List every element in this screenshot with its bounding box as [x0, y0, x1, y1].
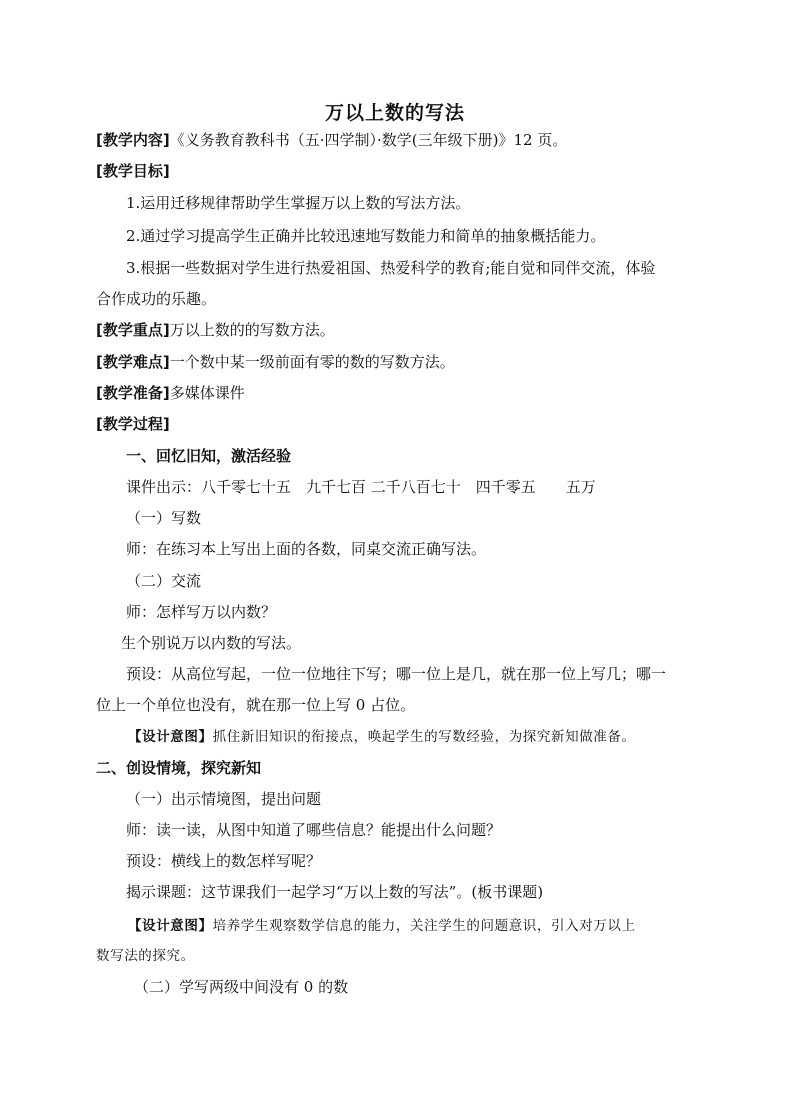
section1-sub1: （一）写数	[126, 509, 202, 527]
section1-teacher2: 师：怎样写万以内数？	[126, 603, 277, 621]
section1-students: 生个别说万以内数的写法。	[121, 634, 302, 652]
section1-teacher1: 师：在练习本上写出上面的各数，同桌交流正确写法。	[126, 540, 487, 558]
goal-item-3: 3.根据一些数据对学生进行热爱祖国、热爱科学的教育;能自觉和同伴交流，体验	[126, 259, 656, 277]
key-point-label: [教学重点]	[96, 321, 170, 339]
section2-heading: 二、创设情境，探究新知	[96, 759, 262, 777]
preparation-line	[96, 383, 706, 403]
key-point-line	[96, 320, 706, 340]
design-intent-text: 培养学生观察数学信息的能力，关注学生的问题意识，引入对万以上	[212, 918, 636, 934]
section1-sub2: （二）交流	[126, 572, 202, 590]
difficulty-line	[96, 352, 706, 372]
design-intent-tag: 【设计意图】	[128, 918, 213, 934]
section2-preset: 预设：横线上的数怎样写呢？	[126, 852, 322, 870]
teaching-goals-label: [教学目标]	[96, 162, 170, 180]
section1-preset-line1: 预设：从高位写起，一位一位地往下写；哪一位上是几，就在那一位上写几；哪一	[126, 665, 667, 683]
difficulty-text: 一个数中某一级前面有零的数的写数方法。	[169, 353, 455, 371]
section1-design-intent	[128, 727, 738, 747]
goal-item-2: 2.通过学习提高学生正确并比较迅速地写数能力和简单的抽象概括能力。	[126, 227, 606, 245]
design-intent-tag: 【设计意图】	[128, 729, 213, 745]
key-point-text: 万以上数的的写数方法。	[169, 321, 335, 339]
preparation-text: 多媒体课件	[169, 384, 245, 402]
courseware-display: 课件出示：八千零七十五 九千七百 二千八百七十 四千零五 五万	[126, 478, 596, 496]
difficulty-label: [教学难点]	[96, 353, 170, 371]
section2-teacher1: 师：读一读，从图中知道了哪些信息？能提出什么问题？	[126, 821, 502, 839]
preparation-label: [教学准备]	[96, 384, 170, 402]
goal-item-3-continued: 合作成功的乐趣。	[96, 290, 217, 308]
section2-sub2: （二）学写两级中间没有 0 的数	[134, 978, 349, 996]
section2-sub1: （一）出示情境图，提出问题	[126, 790, 322, 808]
process-label: [教学过程]	[96, 415, 170, 433]
design-intent-text: 抓住新旧知识的衔接点，唤起学生的写数经验，为探究新知做准备。	[212, 729, 636, 745]
section1-heading: 一、回忆旧知，激活经验	[126, 447, 292, 465]
section2-design-intent-continued: 数写法的探究。	[96, 948, 195, 964]
section2-reveal: 揭示课题：这节课我们一起学习“万以上数的写法”。(板书课题)	[126, 883, 544, 901]
document-title: 万以上数的写法	[324, 102, 465, 124]
section1-preset-line2: 位上一个单位也没有，就在那一位上写 0 占位。	[96, 696, 416, 714]
teaching-content-label: [教学内容]	[96, 131, 170, 149]
teaching-content-line	[96, 130, 706, 150]
section2-design-intent	[128, 916, 738, 936]
goal-item-1: 1.运用迁移规律帮助学生掌握万以上数的写法方法。	[126, 194, 471, 212]
teaching-content-text: 《义务教育教科书（五·四学制）·数学(三年级下册)》12 页。	[169, 131, 568, 149]
